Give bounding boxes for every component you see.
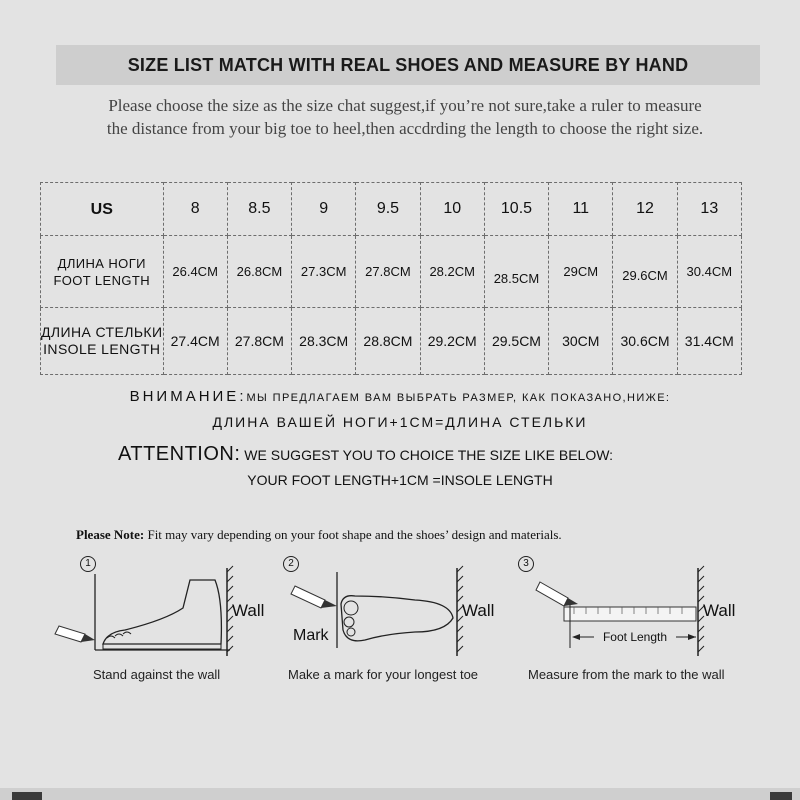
step-1-caption: Stand against the wall xyxy=(93,667,221,682)
table-cell: 29.2CM xyxy=(420,308,484,375)
table-cell: 26.8CM xyxy=(227,236,291,308)
attention-ru xyxy=(0,388,800,405)
fit-note xyxy=(76,527,562,543)
attention-en-heading: ATTENTION: xyxy=(118,443,241,465)
step-3-illustration xyxy=(532,560,772,660)
table-cell: 27.4CM xyxy=(163,308,227,375)
table-cell: 10 xyxy=(420,183,484,236)
attention-ru-text: МЫ ПРЕДЛАГАЕМ ВАМ ВЫБРАТЬ РАЗМЕР, КАК ПОКАЗАНО,НИЖЕ: xyxy=(246,392,671,404)
table-cell: 27.3CM xyxy=(292,236,356,308)
row-label-foot-length: ДЛИНА НОГИ FOOT LENGTH xyxy=(41,236,164,308)
table-cell: 30CM xyxy=(549,308,613,375)
step-2-caption: Make a mark for your longest toe xyxy=(288,667,479,682)
intro-line-1: Please choose the size as the size chat suggest,if you’re not sure,take a ruler to measure xyxy=(108,96,702,115)
bottom-strip xyxy=(0,788,800,800)
table-cell: 13 xyxy=(677,183,741,236)
attention-ru-heading: ВНИМАНИЕ: xyxy=(129,388,247,405)
table-cell: 31.4CM xyxy=(677,308,741,375)
table-cell: 29CM xyxy=(549,236,613,308)
table-cell: 30.4CM xyxy=(677,236,741,308)
table-cell: 26.4CM xyxy=(163,236,227,308)
table-row xyxy=(41,183,742,236)
attention-en-formula: YOUR FOOT LENGTH+1CM =INSOLE LENGTH xyxy=(247,472,553,488)
attention-en xyxy=(118,443,613,466)
mark-label: Mark xyxy=(293,627,329,644)
table-row xyxy=(41,308,742,375)
attention-en-text: WE SUGGEST YOU TO CHOICE THE SIZE LIKE BELOW: xyxy=(244,447,614,463)
step-3-number: 3 xyxy=(518,556,534,572)
table-cell: 9.5 xyxy=(356,183,420,236)
step-1-number: 1 xyxy=(80,556,96,572)
table-cell: 12 xyxy=(613,183,677,236)
pencil-icon xyxy=(291,586,337,608)
step-2-number: 2 xyxy=(283,556,299,572)
attention-ru-formula: ДЛИНА ВАШЕЙ НОГИ+1СМ=ДЛИНА СТЕЛЬКИ xyxy=(212,414,588,430)
size-table xyxy=(40,182,742,375)
table-cell: 30.6CM xyxy=(613,308,677,375)
page-title: SIZE LIST MATCH WITH REAL SHOES AND MEASURE BY HAND xyxy=(127,54,689,75)
step-1-illustration xyxy=(55,560,265,660)
intro-line-2: the distance from your big toe to heel,then accdrding the length to choose the right size. xyxy=(106,119,704,138)
table-cell: 27.8CM xyxy=(227,308,291,375)
table-cell: 8 xyxy=(163,183,227,236)
pencil-icon xyxy=(536,582,578,606)
foot-length-label: Foot Length xyxy=(602,630,668,644)
table-cell: 29.5CM xyxy=(484,308,548,375)
intro-text xyxy=(50,94,760,140)
table-cell: 11 xyxy=(549,183,613,236)
step-2-illustration xyxy=(285,560,510,660)
table-cell: 28.2CM xyxy=(420,236,484,308)
wall-label: Wall xyxy=(232,601,265,620)
table-cell: 9 xyxy=(292,183,356,236)
note-text: Fit may vary depending on your foot shape and the shoes’ design and materials. xyxy=(147,527,562,542)
table-cell: 29.6CM xyxy=(613,236,677,308)
row-label-us: US xyxy=(41,183,164,236)
strip-mark xyxy=(12,792,42,800)
table-row xyxy=(41,236,742,308)
step-3-caption: Measure from the mark to the wall xyxy=(528,667,725,682)
wall-label: Wall xyxy=(703,601,736,620)
table-cell: 10.5 xyxy=(484,183,548,236)
wall-label: Wall xyxy=(462,601,495,620)
ruler xyxy=(564,607,696,621)
table-cell: 28.5CM xyxy=(484,236,548,308)
row-label-insole-length: ДЛИНА СТЕЛЬКИ INSOLE LENGTH xyxy=(41,308,164,375)
title-banner xyxy=(56,45,760,85)
note-label: Please Note: xyxy=(76,527,145,542)
strip-mark xyxy=(770,792,792,800)
table-cell: 28.3CM xyxy=(292,308,356,375)
table-cell: 28.8CM xyxy=(356,308,420,375)
pencil-icon xyxy=(55,626,95,642)
table-cell: 8.5 xyxy=(227,183,291,236)
table-cell: 27.8CM xyxy=(356,236,420,308)
